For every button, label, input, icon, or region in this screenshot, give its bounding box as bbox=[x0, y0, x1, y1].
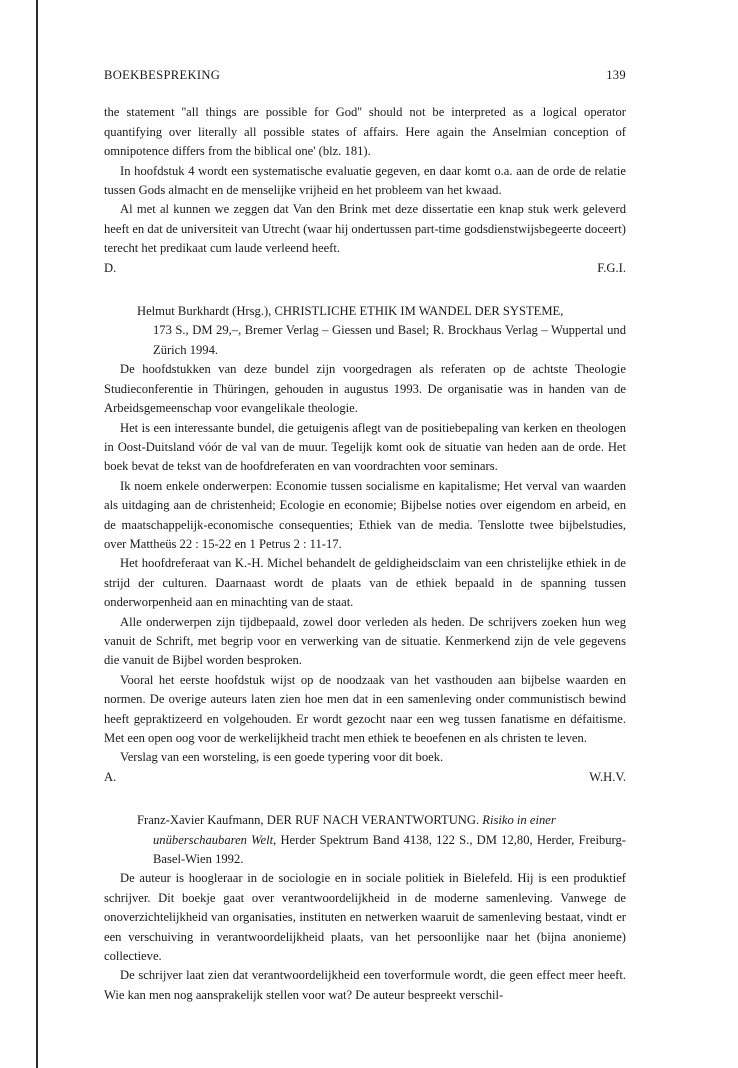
paragraph: Verslag van een worsteling, is een goede typering voor dit boek. bbox=[120, 750, 444, 765]
book-reference bbox=[104, 302, 626, 360]
review-signature bbox=[104, 259, 626, 278]
review-3 bbox=[104, 811, 626, 1005]
paragraph: De schrijver laat zien dat verantwoordelijkheid een toverformule wordt, die geen effect meer heeft. Wie kan men nog aansprakelijk stellen voor wat? De auteur bespreekt verschil- bbox=[104, 968, 626, 1002]
paragraph: De hoofdstukken van deze bundel zijn voorgedragen als referaten op de achtste Theologie Studieconferentie in Thüringen, gehouden in augustus 1993. De organisatie was in handen van de Arbeidsgemeenschap voor evangelikale theologie. bbox=[104, 362, 626, 416]
signature-initials: W.H.V. bbox=[589, 769, 626, 784]
paragraph: the statement ''all things are possible for God'' should not be interpreted as a logical operator quantifying over literally all possible states of affairs. Here again the Anselmian conception of omnipotence differs from the biblical one' (blz. 181). bbox=[104, 105, 626, 159]
book-reference-line: Helmut Burkhardt (Hrsg.), CHRISTLICHE ETHIK IM WANDEL DER SYSTEME, bbox=[137, 304, 564, 319]
book-reference-subtitle: Risiko in einer bbox=[482, 813, 556, 828]
signature-place: D. bbox=[104, 260, 117, 275]
paragraph: Het hoofdreferaat van K.-H. Michel behandelt de geldigheidsclaim van een christelijke ethiek in de strijd der culturen. Daarnaast wordt de plaats van de ethiek bepaald in de spanning tussen onderworpenheid aan en minachting van de staat. bbox=[104, 556, 626, 610]
paragraph: Het is een interessante bundel, die getuigenis aflegt van de positiebepaling van kerken en theologen in Oost-Duitsland vóór de val van de muur. Tegelijk komt ook de situatie van heden aan de orde. Het boek bevat de tekst van de hoofdreferaten en van voordrachten voor seminars. bbox=[104, 420, 626, 474]
book-reference-continuation bbox=[137, 831, 626, 870]
running-head bbox=[104, 66, 626, 85]
page-body bbox=[104, 66, 626, 1005]
paragraph: Ik noem enkele onderwerpen: Economie tussen socialisme en kapitalisme; Het verval van waarden als uitdaging aan de christenheid; Ecologie en economie; Bijbelse noties over eigendom en arbeid, en de maatschappelijk-economische consequenties; Ethiek van de media. Tenslotte twee bijbelstudies, over Mattheüs 22 : 15-22 en 1 Petrus 2 : 11-17. bbox=[104, 478, 626, 551]
paragraph: Vooral het eerste hoofdstuk wijst op de noodzaak van het vasthouden aan bijbelse waarden en normen. De overige auteurs laten zien hoe men dat in een samenleving onder communistisch bewind heeft gepraktizeerd en volgehouden. Er wordt gezocht naar een weg tussen fanatisme en défaitisme. Met een open oog voor de werkelijkheid tracht men ethiek te beoefenen en als christen te leven. bbox=[104, 672, 626, 745]
review-2 bbox=[104, 302, 626, 787]
book-reference-publisher: Herder Spektrum Band 4138, 122 S., DM 12,80, Herder, Freiburg-Basel-Wien 1992. bbox=[153, 832, 626, 867]
paragraph: In hoofdstuk 4 wordt een systematische evaluatie gegeven, en daar komt o.a. aan de orde de relatie tussen Gods almacht en de menselijke vrijheid en het probleem van het kwaad. bbox=[104, 163, 626, 198]
page-number: 139 bbox=[606, 68, 626, 82]
signature-initials: F.G.I. bbox=[597, 260, 626, 275]
paragraph: Al met al kunnen we zeggen dat Van den Brink met deze dissertatie een knap stuk werk geleverd heeft en dat de universiteit van Utrecht (waar hij ondertussen part-time godsdienstwijsbegeerte doceert) terecht het predikaat cum laude verleend heeft. bbox=[104, 202, 626, 256]
book-reference-continuation: 173 S., DM 29,–, Bremer Verlag – Giessen und Basel; R. Brockhaus Verlag – Wuppertal und Zürich 1994. bbox=[153, 323, 626, 357]
book-reference bbox=[104, 811, 626, 869]
book-reference-subtitle-cont: unüberschaubaren Welt, bbox=[153, 832, 277, 847]
review-signature bbox=[104, 768, 626, 787]
paragraph: Alle onderwerpen zijn tijdbepaald, zowel door verleden als heden. De schrijvers zoeken hun weg vanuit de Schrift, met begrip voor en verwerking van de situatie. Kenmerkend zijn de vele gegevens die vanuit de Bijbel worden besproken. bbox=[104, 614, 626, 668]
margin-rule bbox=[36, 0, 38, 1068]
section-title: BOEKBESPREKING bbox=[104, 68, 221, 82]
book-reference-author-title: Franz-Xavier Kaufmann, DER RUF NACH VERANTWORTUNG. bbox=[137, 813, 483, 828]
paragraph: De auteur is hoogleraar in de sociologie en in sociale politiek in Bielefeld. Hij is een produktief schrijver. Dit boekje gaat over verantwoordelijkheid in de moderne samenleving. Vanwege de onoverzichtelijkheid van organisaties, instituten en netwerken waaruit de samenleving bestaat, vindt er een verschuiving in verantwoordelijkheid plaats, van het persoonlijke naar het (bijna anonieme) collectieve. bbox=[104, 871, 626, 964]
signature-place: A. bbox=[104, 769, 117, 784]
review-1 bbox=[104, 103, 626, 278]
